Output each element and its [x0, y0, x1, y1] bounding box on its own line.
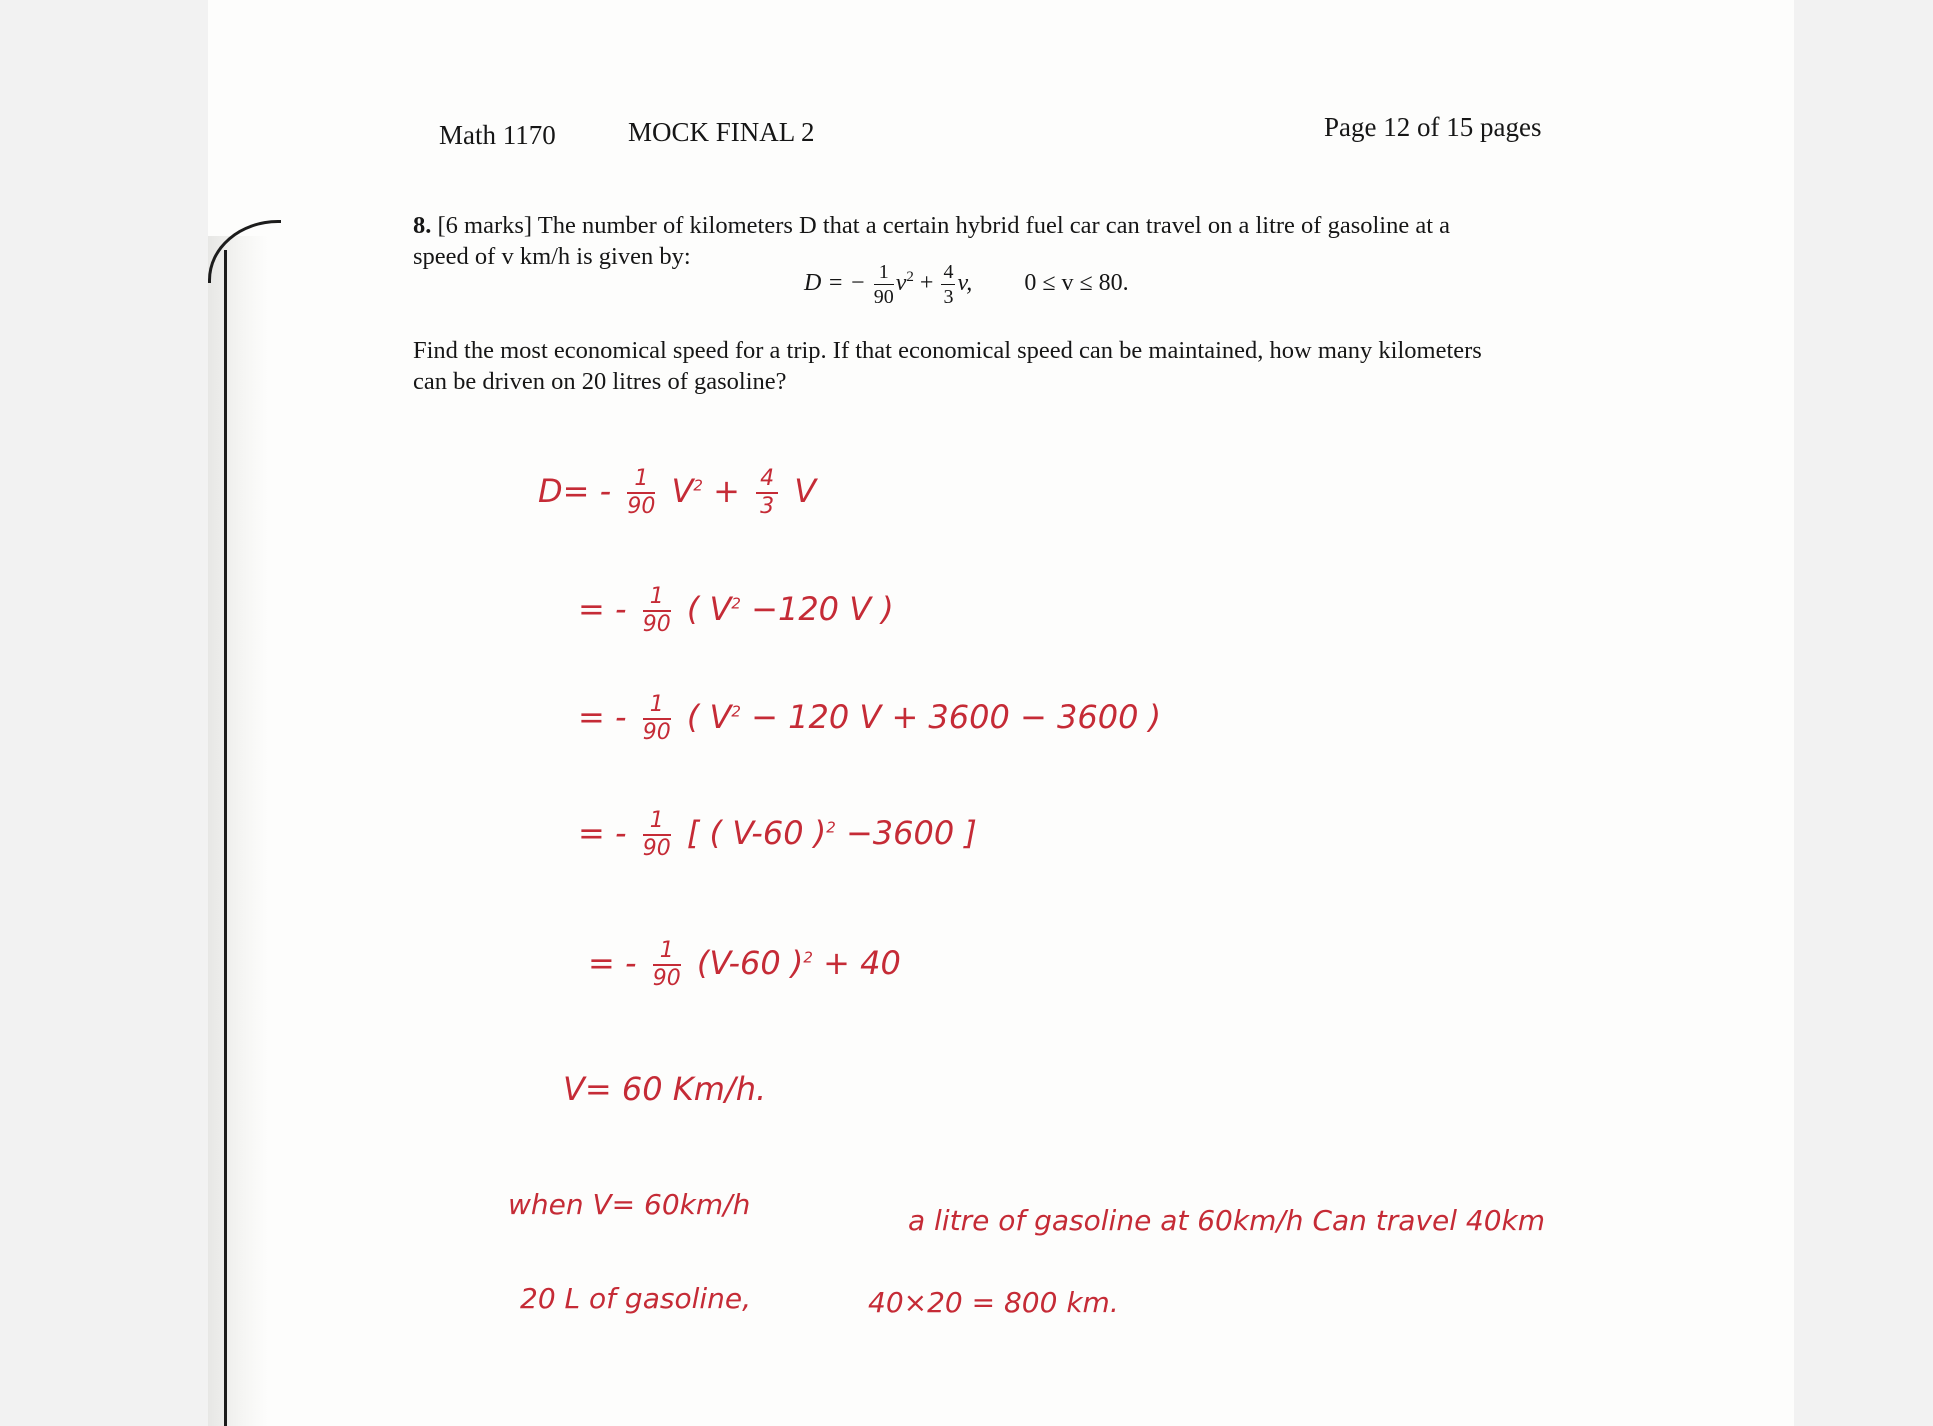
problem-number: 8.: [413, 212, 432, 239]
equation-lhs: D = −: [804, 270, 866, 297]
equation-plus: +: [919, 270, 934, 297]
page-curl: [208, 220, 281, 283]
solution-line-4: = - $\frac{1}{90}$ [ ( V-60 )$^2$ −3600 ]: [578, 808, 977, 861]
course-title: Math 1170: [439, 120, 556, 150]
solution-fraction: $\frac{1}{90}$: [642, 584, 671, 637]
solution-fraction: $\frac{1}{90}$: [627, 466, 656, 519]
page-fold-shadow: [208, 236, 268, 1426]
equation-fraction-1: $\frac{1}{90}$: [873, 261, 894, 308]
solution-fraction: $\frac{4}{3}$: [756, 468, 778, 518]
solution-line-2: = - $\frac{1}{90}$ ( $V^2 -120$ V ): [578, 584, 894, 637]
right-background: [1794, 0, 1933, 1426]
exam-title: MOCK FINAL 2: [628, 117, 815, 147]
solution-fraction: $\frac{1}{90}$: [642, 692, 671, 745]
solution-total: 40×20 = 800 km.: [868, 1286, 1119, 1319]
solution-speed: V= 60 Km/h.: [563, 1070, 767, 1108]
problem-marks: [6 marks]: [437, 212, 533, 239]
equation-domain: 0 ≤ v ≤ 80.: [1024, 270, 1129, 297]
left-background: [0, 0, 208, 1426]
solution-fraction: $\frac{1}{90}$: [642, 808, 671, 861]
problem-intro-1: The number of kilometers D that a certain hybrid fuel car can travel on a litre of gasoline at a: [537, 212, 1451, 239]
page-edge: [224, 250, 227, 1426]
page-number: Page 12 of 15 pages: [1324, 112, 1542, 142]
equation-fraction-2: $\frac{4}{3}$: [943, 261, 954, 308]
equation-exponent: 2: [906, 269, 914, 286]
solution-line-1: D= - $\frac{1}{90}$ $V^2$ + $\frac{4}{3}$ V: [538, 466, 817, 519]
solution-litre-note: a litre of gasoline at 60km/h Can travel 40km: [908, 1204, 1546, 1237]
equation-term-1: v: [895, 270, 907, 297]
solution-when: when V= 60km/h: [508, 1188, 751, 1221]
problem-line-2: speed of v km/h is given by:: [413, 243, 691, 270]
solution-fraction: $\frac{1}{90}$: [652, 938, 681, 991]
equation-term-2: v,: [957, 270, 973, 297]
question-line-2: can be driven on 20 litres of gasoline?: [413, 368, 787, 395]
question-line-1: Find the most economical speed for a trip. If that economical speed can be maintained, how many kilometers: [413, 337, 1482, 364]
solution-line-3: = - $\frac{1}{90}$ ( $V^2 - 120$ V + 3600 − 3600 ): [578, 692, 1162, 745]
solution-gas-amount: 20 L of gasoline,: [520, 1282, 751, 1315]
given-equation: [804, 262, 1129, 307]
solution-line-5: = - $\frac{1}{90}$ (V-60 )$^2$ + 40: [588, 938, 901, 991]
problem-line-1: [413, 212, 1450, 240]
exam-page: [208, 0, 1794, 1426]
